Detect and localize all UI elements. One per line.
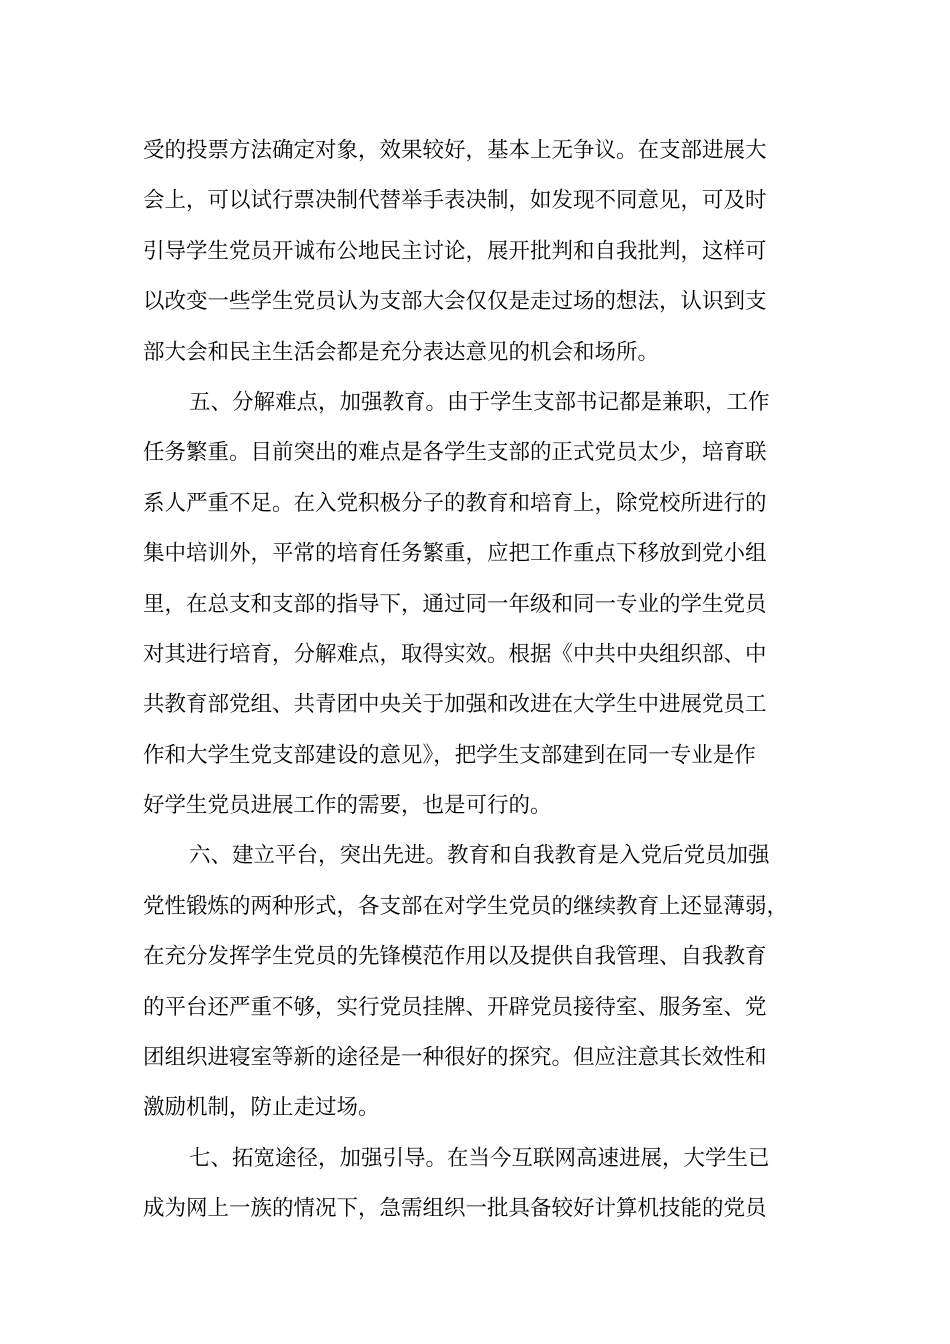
text-line: 部大会和民主生活会都是充分表达意见的机会和场所。 xyxy=(143,339,660,365)
text-line: 系人严重不足。在入党积极分子的教育和培育上，除党校所进行的 xyxy=(143,490,767,516)
text-line: 受的投票方法确定对象，效果较好，基本上无争议。在支部进展大 xyxy=(143,138,767,163)
text-line: 七、拓宽途径，加强引导。在当今互联网高速进展，大学生已 xyxy=(189,1145,770,1171)
text-line: 激励机制，防止走过场。 xyxy=(143,1095,380,1121)
text-line: 集中培训外，平常的培育任务繁重，应把工作重点下移放到党小组 xyxy=(143,541,767,567)
text-line: 以改变一些学生党员认为支部大会仅仅是走过场的想法，认识到支 xyxy=(143,289,767,315)
document-body xyxy=(143,126,809,1235)
text-line: 引导学生党员开诚布公地民主讨论，展开批判和自我批判，这样可 xyxy=(143,238,767,264)
text-line: 作和大学生党支部建设的意见》，把学生支部建到在同一专业是作 xyxy=(143,742,756,768)
text-line: 对其进行培育，分解难点，取得实效。根据《中共中央组织部、中 xyxy=(143,641,767,667)
text-line: 成为网上一族的情况下，急需组织一批具备较好计算机技能的党员 xyxy=(143,1196,767,1222)
text-line: 党性锻炼的两种形式，各支部在对学生党员的继续教育上还显薄弱， xyxy=(143,893,789,919)
text-line: 五、分解难点，加强教育。由于学生支部书记都是兼职，工作 xyxy=(189,389,770,415)
text-line: 共教育部党组、共青团中央关于加强和改进在大学生中进展党员工 xyxy=(143,692,767,718)
text-line: 六、建立平台，突出先进。教育和自我教育是入党后党员加强 xyxy=(189,843,770,869)
text-line: 里，在总支和支部的指导下，通过同一年级和同一专业的学生党员 xyxy=(143,591,767,617)
text-line: 任务繁重。目前突出的难点是各学生支部的正式党员太少，培育联 xyxy=(143,440,767,466)
text-line: 会上，可以试行票决制代替举手表决制，如发现不同意见，可及时 xyxy=(143,188,767,214)
text-line: 的平台还严重不够，实行党员挂牌、开辟党员接待室、服务室、党 xyxy=(143,994,767,1020)
text-line: 在充分发挥学生党员的先锋模范作用以及提供自我管理、自我教育 xyxy=(143,944,767,970)
text-line: 团组织进寝室等新的途径是一种很好的探究。但应注意其长效性和 xyxy=(143,1045,767,1071)
text-line: 好学生党员进展工作的需要，也是可行的。 xyxy=(143,793,552,819)
